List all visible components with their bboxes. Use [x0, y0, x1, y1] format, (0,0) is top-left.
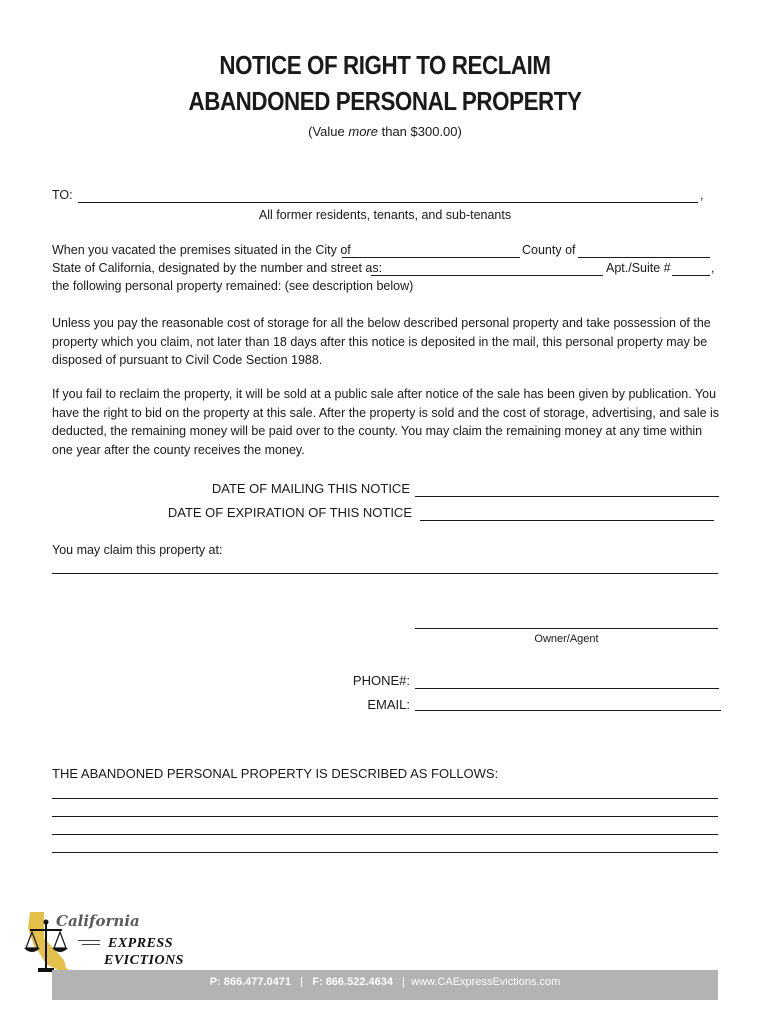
description-line-1[interactable]	[52, 798, 718, 799]
date-expiration-label: DATE OF EXPIRATION OF THIS NOTICE	[167, 505, 412, 520]
vacated-city-label: When you vacated the premises situated in the City of	[52, 243, 351, 257]
date-mailing-field[interactable]	[415, 496, 719, 497]
footer-separator-2: |	[402, 976, 406, 988]
description-line-2[interactable]	[52, 816, 718, 817]
to-caption: All former residents, tenants, and sub-tenants	[258, 208, 512, 222]
document-title-line2: ABANDONED PERSONAL PROPERTY	[188, 86, 582, 116]
to-field[interactable]	[78, 202, 698, 203]
description-line-4[interactable]	[52, 852, 718, 853]
claim-address-label: You may claim this property at:	[52, 543, 223, 557]
footer-phone: P: 866.477.0471	[209, 976, 292, 988]
footer-fax: F: 866.522.4634	[312, 976, 393, 988]
logo-express-text: EXPRESS	[108, 936, 173, 951]
logo-script-text: California	[56, 912, 140, 930]
to-comma: ,	[700, 188, 704, 202]
value-subtitle: (Value more than $300.00)	[308, 124, 462, 139]
footer-contact	[52, 976, 718, 988]
apt-comma: ,	[711, 261, 715, 275]
city-field[interactable]	[342, 257, 520, 258]
owner-agent-label: Owner/Agent	[534, 633, 599, 645]
date-expiration-field[interactable]	[420, 520, 714, 521]
apt-label: Apt./Suite #	[606, 261, 671, 275]
logo-stripe-icon-2	[82, 944, 100, 945]
email-field[interactable]	[415, 710, 721, 711]
date-mailing-label: DATE OF MAILING THIS NOTICE	[211, 481, 410, 496]
claim-address-field[interactable]	[52, 573, 718, 574]
description-heading: THE ABANDONED PERSONAL PROPERTY IS DESCRIBED AS FOLLOWS:	[52, 766, 499, 781]
street-label: State of California, designated by the number and street as:	[52, 261, 383, 275]
footer-website-link[interactable]: www.CAExpressEvictions.com	[411, 976, 561, 988]
description-line-3[interactable]	[52, 834, 718, 835]
to-label: TO:	[52, 188, 73, 202]
storage-paragraph: Unless you pay the reasonable cost of storage for all the below described personal property and take possession of the property which you claim, not later than 18 days after this notice is deposited in the mail, this personal property may be disposed of pursuant to Civil Code Section 1988.	[52, 316, 711, 367]
apt-field[interactable]	[672, 275, 710, 276]
phone-label: PHONE#:	[352, 673, 410, 688]
owner-agent-signature-field[interactable]	[415, 628, 718, 629]
county-field[interactable]	[578, 257, 710, 258]
property-remained-text: the following personal property remained: (see description below)	[52, 279, 414, 293]
county-label: County of	[522, 243, 576, 257]
logo-evictions-text: EVICTIONS	[104, 953, 184, 968]
email-label: EMAIL:	[367, 697, 410, 712]
logo-stripe-icon	[78, 940, 100, 941]
document-title-line1: NOTICE OF RIGHT TO RECLAIM	[219, 50, 551, 80]
phone-field[interactable]	[415, 688, 719, 689]
street-field[interactable]	[371, 275, 603, 276]
public-sale-paragraph: If you fail to reclaim the property, it will be sold at a public sale after notice of the sale has been given by publication. You have the right to bid on the property at this sale. After the property is sold and the cost of storage, advertising, and sale is deducted, the remaining money will be paid over to the county. You may claim the remaining money at any time within one year after the county receives the money.	[52, 387, 720, 457]
footer-separator-1: |	[300, 976, 304, 988]
